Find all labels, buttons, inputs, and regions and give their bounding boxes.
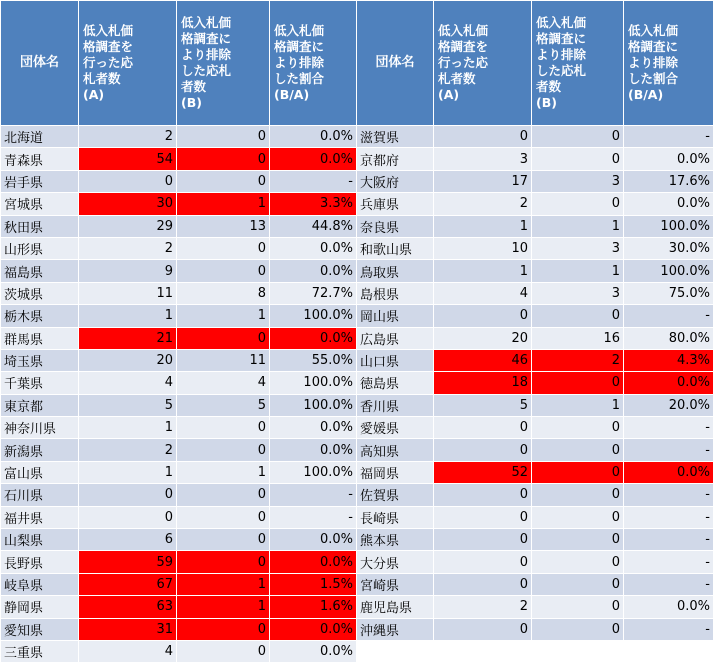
excluded-count: 0	[532, 439, 624, 461]
exclusion-ratio: 75.0%	[624, 282, 714, 304]
table-row	[1, 170, 714, 192]
prefecture-name: 福井県	[1, 506, 79, 528]
prefecture-name: 青森県	[1, 148, 79, 170]
applicants-count: 0	[434, 126, 532, 148]
table-row	[1, 372, 714, 394]
applicants-count: 1	[434, 215, 532, 237]
applicants-count: 1	[434, 260, 532, 282]
exclusion-ratio: 100.0%	[270, 372, 357, 394]
applicants-count: 1	[79, 305, 177, 327]
applicants-count: 0	[434, 484, 532, 506]
excluded-count: 4	[177, 372, 270, 394]
exclusion-ratio: 20.0%	[624, 394, 714, 416]
prefecture-name: 和歌山県	[357, 237, 434, 259]
excluded-count: 0	[177, 170, 270, 192]
prefecture-name: 山形県	[1, 237, 79, 259]
exclusion-ratio: 3.3%	[270, 193, 357, 215]
applicants-count: 11	[79, 282, 177, 304]
exclusion-ratio: -	[624, 618, 714, 640]
prefecture-name: 茨城県	[1, 282, 79, 304]
exclusion-ratio: -	[270, 170, 357, 192]
applicants-count: 2	[434, 596, 532, 618]
table-row	[1, 484, 714, 506]
applicants-count: 0	[434, 529, 532, 551]
exclusion-ratio: 100.0%	[624, 260, 714, 282]
applicants-count: 9	[79, 260, 177, 282]
prefecture-name: 福岡県	[357, 461, 434, 483]
applicants-count: 0	[434, 305, 532, 327]
prefecture-name: 岩手県	[1, 170, 79, 192]
applicants-count: 2	[79, 126, 177, 148]
exclusion-ratio: 0.0%	[270, 529, 357, 551]
prefecture-name: 鳥取県	[357, 260, 434, 282]
excluded-count: 0	[532, 506, 624, 528]
empty-cell	[357, 640, 434, 662]
applicants-count: 4	[434, 282, 532, 304]
applicants-count: 1	[79, 461, 177, 483]
applicants-count: 18	[434, 372, 532, 394]
exclusion-ratio: 100.0%	[270, 461, 357, 483]
prefecture-name: 京都府	[357, 148, 434, 170]
applicants-count: 59	[79, 551, 177, 573]
table-row	[1, 305, 714, 327]
prefecture-name: 佐賀県	[357, 484, 434, 506]
excluded-count: 0	[532, 148, 624, 170]
exclusion-ratio: 100.0%	[624, 215, 714, 237]
exclusion-ratio: 0.0%	[270, 551, 357, 573]
table-row	[1, 596, 714, 618]
prefecture-name: 東京都	[1, 394, 79, 416]
applicants-count: 0	[434, 417, 532, 439]
excluded-count: 0	[532, 484, 624, 506]
prefecture-name: 富山県	[1, 461, 79, 483]
table-row	[1, 148, 714, 170]
excluded-count: 0	[177, 439, 270, 461]
excluded-count: 0	[177, 126, 270, 148]
exclusion-ratio: 0.0%	[270, 126, 357, 148]
excluded-count: 0	[177, 260, 270, 282]
applicants-count: 31	[79, 618, 177, 640]
excluded-count: 0	[177, 640, 270, 662]
excluded-count: 0	[177, 506, 270, 528]
exclusion-ratio: 0.0%	[624, 372, 714, 394]
prefecture-name: 石川県	[1, 484, 79, 506]
applicants-count: 0	[79, 484, 177, 506]
exclusion-ratio: -	[624, 484, 714, 506]
excluded-count: 0	[532, 305, 624, 327]
header-org-name-right: 団体名	[357, 1, 434, 126]
table-row	[1, 529, 714, 551]
excluded-count: 8	[177, 282, 270, 304]
exclusion-ratio: 0.0%	[624, 596, 714, 618]
exclusion-ratio: 1.5%	[270, 573, 357, 595]
prefecture-name: 千葉県	[1, 372, 79, 394]
exclusion-ratio: 55.0%	[270, 349, 357, 371]
exclusion-ratio: -	[624, 126, 714, 148]
prefecture-name: 栃木県	[1, 305, 79, 327]
excluded-count: 11	[177, 349, 270, 371]
prefecture-name: 静岡県	[1, 596, 79, 618]
excluded-count: 0	[532, 573, 624, 595]
applicants-count: 2	[79, 439, 177, 461]
applicants-count: 67	[79, 573, 177, 595]
exclusion-ratio: 0.0%	[270, 260, 357, 282]
excluded-count: 1	[177, 596, 270, 618]
prefecture-name: 愛媛県	[357, 417, 434, 439]
header-row	[1, 1, 714, 126]
excluded-count: 3	[532, 170, 624, 192]
prefecture-name: 島根県	[357, 282, 434, 304]
applicants-count: 17	[434, 170, 532, 192]
excluded-count: 1	[177, 461, 270, 483]
prefecture-name: 愛知県	[1, 618, 79, 640]
applicants-count: 5	[79, 394, 177, 416]
applicants-count: 0	[434, 439, 532, 461]
table-row	[1, 282, 714, 304]
applicants-count: 6	[79, 529, 177, 551]
table-row	[1, 506, 714, 528]
applicants-count: 4	[79, 640, 177, 662]
applicants-count: 30	[79, 193, 177, 215]
prefecture-name: 徳島県	[357, 372, 434, 394]
excluded-count: 1	[177, 573, 270, 595]
table-row	[1, 237, 714, 259]
excluded-count: 0	[532, 126, 624, 148]
prefecture-name: 長野県	[1, 551, 79, 573]
excluded-count: 1	[177, 193, 270, 215]
prefecture-name: 埼玉県	[1, 349, 79, 371]
prefecture-name: 秋田県	[1, 215, 79, 237]
table-row	[1, 417, 714, 439]
exclusion-ratio: -	[624, 573, 714, 595]
excluded-count: 0	[177, 529, 270, 551]
exclusion-ratio: -	[624, 305, 714, 327]
table-row	[1, 327, 714, 349]
excluded-count: 3	[532, 282, 624, 304]
applicants-count: 10	[434, 237, 532, 259]
exclusion-ratio: 0.0%	[270, 640, 357, 662]
applicants-count: 20	[434, 327, 532, 349]
excluded-count: 16	[532, 327, 624, 349]
excluded-count: 1	[532, 215, 624, 237]
exclusion-ratio: -	[270, 506, 357, 528]
excluded-count: 1	[532, 260, 624, 282]
prefecture-name: 広島県	[357, 327, 434, 349]
prefecture-name: 神奈川県	[1, 417, 79, 439]
applicants-count: 52	[434, 461, 532, 483]
exclusion-ratio: 0.0%	[270, 327, 357, 349]
table-row	[1, 461, 714, 483]
exclusion-ratio: -	[624, 417, 714, 439]
applicants-count: 0	[79, 506, 177, 528]
exclusion-ratio: 30.0%	[624, 237, 714, 259]
applicants-count: 3	[434, 148, 532, 170]
excluded-count: 1	[177, 305, 270, 327]
excluded-count: 13	[177, 215, 270, 237]
excluded-count: 0	[177, 618, 270, 640]
applicants-count: 63	[79, 596, 177, 618]
excluded-count: 0	[532, 372, 624, 394]
table-body	[1, 126, 714, 663]
prefecture-name: 岐阜県	[1, 573, 79, 595]
excluded-count: 0	[177, 148, 270, 170]
prefecture-name: 三重県	[1, 640, 79, 662]
prefecture-name: 宮城県	[1, 193, 79, 215]
header-ratio-left: 低入札価 格調査に より排除 した割合 (B/A)	[270, 1, 357, 126]
exclusion-ratio: 0.0%	[270, 237, 357, 259]
applicants-count: 21	[79, 327, 177, 349]
prefecture-name: 滋賀県	[357, 126, 434, 148]
prefecture-name: 新潟県	[1, 439, 79, 461]
exclusion-ratio: 0.0%	[270, 618, 357, 640]
prefecture-name: 岡山県	[357, 305, 434, 327]
prefecture-name: 沖縄県	[357, 618, 434, 640]
prefecture-name: 山梨県	[1, 529, 79, 551]
applicants-count: 29	[79, 215, 177, 237]
header-org-name-left: 団体名	[1, 1, 79, 126]
prefecture-name: 福島県	[1, 260, 79, 282]
table-row	[1, 394, 714, 416]
table-row	[1, 193, 714, 215]
table-row	[1, 640, 714, 662]
prefecture-name: 宮崎県	[357, 573, 434, 595]
applicants-count: 46	[434, 349, 532, 371]
applicants-count: 4	[79, 372, 177, 394]
exclusion-ratio: 17.6%	[624, 170, 714, 192]
excluded-count: 5	[177, 394, 270, 416]
exclusion-ratio: 4.3%	[624, 349, 714, 371]
table-row	[1, 573, 714, 595]
header-ratio-right: 低入札価 格調査に より排除 した割合 (B/A)	[624, 1, 714, 126]
exclusion-ratio: -	[270, 484, 357, 506]
prefecture-name: 鹿児島県	[357, 596, 434, 618]
excluded-count: 0	[532, 417, 624, 439]
applicants-count: 0	[79, 170, 177, 192]
applicants-count: 54	[79, 148, 177, 170]
excluded-count: 0	[532, 596, 624, 618]
prefecture-name: 北海道	[1, 126, 79, 148]
prefecture-name: 大阪府	[357, 170, 434, 192]
exclusion-ratio: 100.0%	[270, 394, 357, 416]
empty-cell	[434, 640, 532, 662]
applicants-count: 0	[434, 551, 532, 573]
exclusion-ratio: -	[624, 439, 714, 461]
exclusion-ratio: -	[624, 551, 714, 573]
prefecture-name: 長崎県	[357, 506, 434, 528]
excluded-count: 0	[532, 529, 624, 551]
excluded-count: 0	[177, 417, 270, 439]
prefecture-name: 高知県	[357, 439, 434, 461]
exclusion-ratio: 0.0%	[624, 148, 714, 170]
prefecture-name: 山口県	[357, 349, 434, 371]
applicants-count: 2	[79, 237, 177, 259]
header-applicants-a-right: 低入札価 格調査を 行った応 札者数 (A)	[434, 1, 532, 126]
excluded-count: 0	[177, 484, 270, 506]
prefecture-name: 兵庫県	[357, 193, 434, 215]
empty-cell	[624, 640, 714, 662]
excluded-count: 0	[532, 618, 624, 640]
empty-cell	[532, 640, 624, 662]
applicants-count: 0	[434, 506, 532, 528]
exclusion-ratio: 0.0%	[624, 461, 714, 483]
applicants-count: 20	[79, 349, 177, 371]
excluded-count: 0	[532, 551, 624, 573]
excluded-count: 1	[532, 394, 624, 416]
exclusion-ratio: 80.0%	[624, 327, 714, 349]
applicants-count: 5	[434, 394, 532, 416]
table-row	[1, 260, 714, 282]
table-row	[1, 215, 714, 237]
excluded-count: 0	[532, 193, 624, 215]
exclusion-ratio: 100.0%	[270, 305, 357, 327]
prefecture-name: 大分県	[357, 551, 434, 573]
exclusion-ratio: -	[624, 506, 714, 528]
header-applicants-a-left: 低入札価 格調査を 行った応 札者数 (A)	[79, 1, 177, 126]
header-excluded-b-right: 低入札価 格調査に より排除 した応札 者数 (B)	[532, 1, 624, 126]
excluded-count: 0	[177, 327, 270, 349]
exclusion-ratio: 0.0%	[270, 148, 357, 170]
applicants-count: 2	[434, 193, 532, 215]
table-row	[1, 551, 714, 573]
prefecture-name: 熊本県	[357, 529, 434, 551]
excluded-count: 0	[532, 461, 624, 483]
applicants-count: 1	[79, 417, 177, 439]
excluded-count: 0	[177, 237, 270, 259]
exclusion-ratio: -	[624, 529, 714, 551]
excluded-count: 3	[532, 237, 624, 259]
exclusion-ratio: 0.0%	[624, 193, 714, 215]
exclusion-ratio: 72.7%	[270, 282, 357, 304]
prefecture-name: 奈良県	[357, 215, 434, 237]
applicants-count: 0	[434, 573, 532, 595]
prefecture-name: 群馬県	[1, 327, 79, 349]
prefecture-name: 香川県	[357, 394, 434, 416]
exclusion-ratio: 0.0%	[270, 417, 357, 439]
table-row	[1, 126, 714, 148]
table-row	[1, 618, 714, 640]
table-row	[1, 439, 714, 461]
applicants-count: 0	[434, 618, 532, 640]
exclusion-ratio: 1.6%	[270, 596, 357, 618]
excluded-count: 2	[532, 349, 624, 371]
exclusion-ratio: 44.8%	[270, 215, 357, 237]
exclusion-ratio: 0.0%	[270, 439, 357, 461]
excluded-count: 0	[177, 551, 270, 573]
header-excluded-b-left: 低入札価 格調査に より排除 した応札 者数 (B)	[177, 1, 270, 126]
table-row	[1, 349, 714, 371]
